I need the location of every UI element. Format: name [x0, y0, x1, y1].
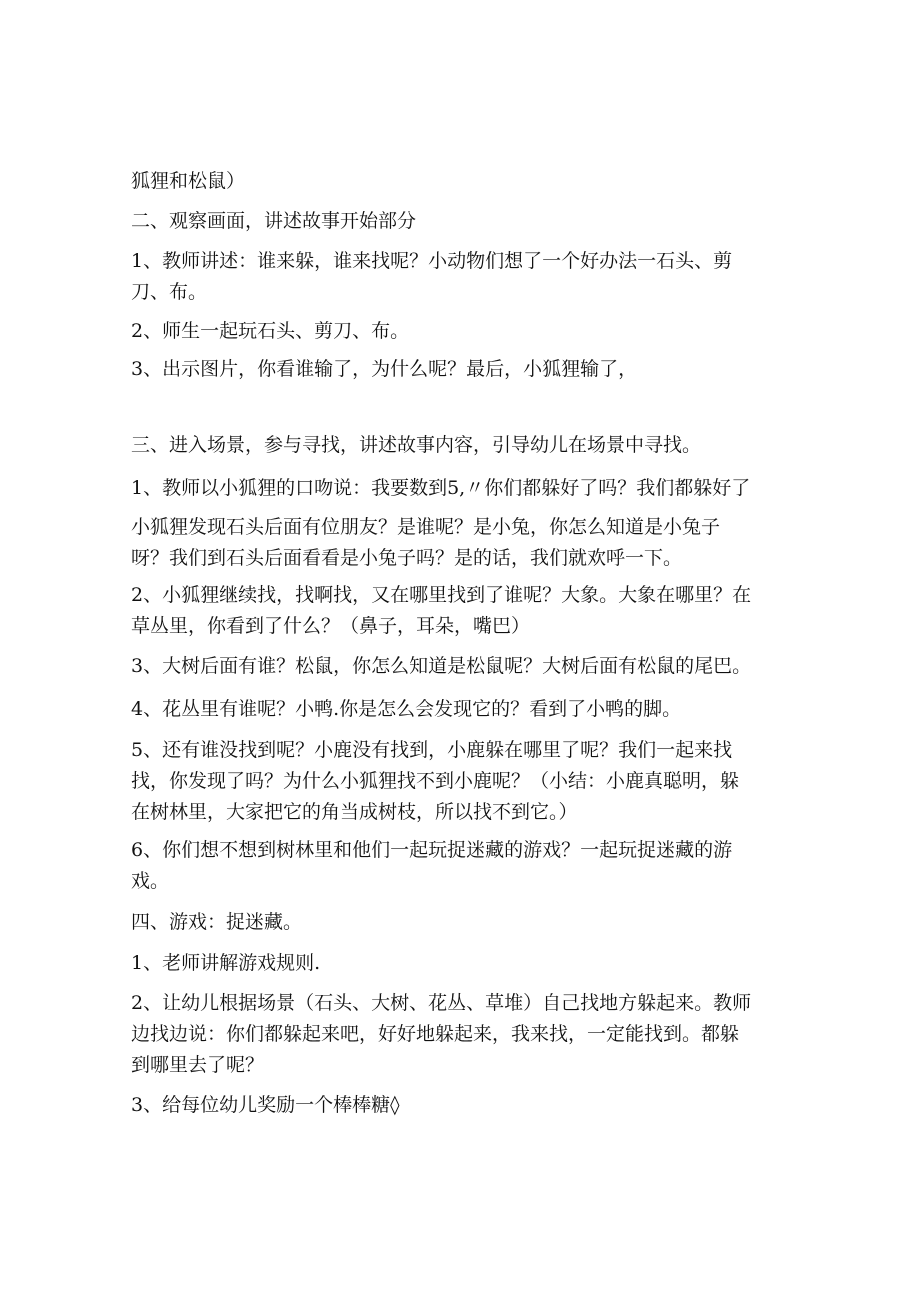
text-line: 5、还有谁没找到呢？小鹿没有找到，小鹿躲在哪里了呢？我们一起来找	[131, 739, 733, 761]
text-line: 3、出示图片，你看谁输了，为什么呢？最后，小狐狸输了，	[131, 358, 638, 380]
paragraph-17	[131, 1090, 791, 1121]
text-line: 2、小狐狸继续找，找啊找，又在哪里找到了谁呢？大象。大象在哪里？在	[131, 584, 752, 606]
text-line: 三、进入场景，参与寻找，讲述故事内容，引导幼儿在场景中寻找。	[131, 434, 702, 456]
paragraph-8	[131, 512, 791, 574]
text-line: 2、让幼儿根据场景（石头、大树、花丛、草堆）自己找地方躲起来。教师	[131, 992, 752, 1014]
text-line: 1、教师讲述：谁来躲，谁来找呢？小动物们想了一个好办法一石头、剪	[131, 250, 733, 272]
text-line: 3、大树后面有谁？松鼠，你怎么知道是松鼠呢？大树后面有松鼠的尾巴。	[131, 655, 752, 677]
text-line: 呀？我们到石头后面看看是小兔子吗？是的话，我们就欢呼一下。	[131, 547, 683, 569]
paragraph-13	[131, 835, 791, 897]
paragraph-16	[131, 988, 791, 1081]
text-line: 边找边说：你们都躲起来吧，好好地躲起来，我来找，一定能找到。都躲	[131, 1023, 740, 1045]
paragraph-15	[131, 948, 791, 979]
paragraph-11	[131, 694, 791, 725]
paragraph-1	[131, 166, 791, 197]
paragraph-3	[131, 246, 791, 308]
section-heading-4	[131, 907, 791, 938]
paragraph-7	[131, 473, 791, 504]
text-line: 4、花丛里有谁呢？小鸭.你是怎么会发现它的？看到了小鸭的脚。	[131, 698, 682, 720]
text-line: 草丛里，你看到了什么？（鼻子，耳朵，嘴巴）	[131, 615, 531, 637]
text-line: 2、师生一起玩石头、剪刀、布。	[131, 320, 410, 342]
text-line: 小狐狸发现石头后面有位朋友？是谁呢？是小兔，你怎么知道是小兔子	[131, 516, 721, 538]
text-line: 二、观察画面，讲述故事开始部分	[131, 210, 417, 232]
paragraph-9	[131, 580, 791, 642]
text-line: 到哪里去了呢？	[131, 1054, 265, 1076]
text-line: 狐狸和松鼠）	[131, 170, 246, 192]
text-line: 戏。	[131, 870, 170, 892]
section-heading-2	[131, 206, 791, 237]
text-line: 刀、布。	[131, 281, 208, 303]
text-line: 1、老师讲解游戏规则.	[131, 952, 321, 974]
text-line: 3、给每位幼儿奖励一个棒棒糖◊	[131, 1094, 400, 1116]
section-heading-3	[131, 430, 791, 461]
paragraph-10	[131, 651, 791, 682]
paragraph-12	[131, 735, 791, 828]
text-line: 1、教师以小狐狸的口吻说：我要数到5,〃你们都躲好了吗？我们都躲好了	[131, 477, 751, 499]
text-line: 四、游戏：捉迷藏。	[131, 911, 303, 933]
text-line: 找，你发现了吗？为什么小狐狸找不到小鹿呢？（小结：小鹿真聪明，躲	[131, 770, 740, 792]
paragraph-4	[131, 316, 791, 347]
text-line: 6、你们想不想到树林里和他们一起玩捉迷藏的游戏？一起玩捉迷藏的游	[131, 839, 733, 861]
paragraph-5	[131, 354, 791, 385]
text-line: 在树林里，大家把它的角当成树枝，所以找不到它。）	[131, 801, 578, 823]
